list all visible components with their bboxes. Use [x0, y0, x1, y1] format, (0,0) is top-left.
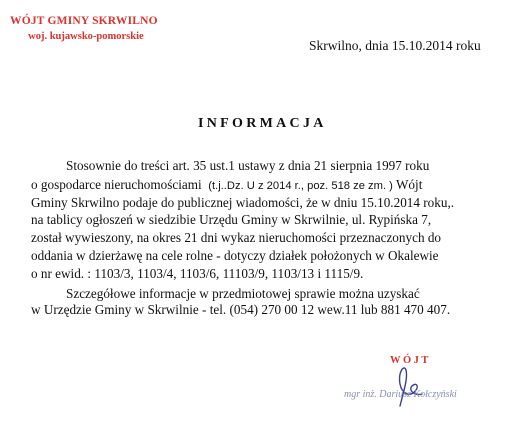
text-line: Gminy Skrwilno podaje do publicznej wiadomości, że w dniu 15.10.2014 roku,. — [31, 195, 455, 210]
office-stamp — [10, 14, 158, 44]
text-segment: Wójt — [395, 177, 423, 192]
signature-stamp-title: WÓJT — [390, 355, 431, 366]
place-and-date: Skrwilno, dnia 15.10.2014 roku — [309, 38, 481, 53]
signatory-name: mgr inż. Dariusz Kołczyński — [344, 389, 457, 400]
text-line: Szczegółowe informacje w przedmiotowej sprawie można uzyskać — [66, 286, 420, 301]
document-title: INFORMACJA — [198, 116, 327, 131]
text-segment: o gospodarce nieruchomościami — [31, 177, 202, 192]
text-line: na tablicy ogłoszeń w siedzibie Urzędu Gminy w Skrwilnie, ul. Rypińska 7, — [31, 212, 432, 227]
legal-citation: (t.j..Dz. U z 2014 r., poz. 518 ze zm. ) — [208, 180, 393, 192]
text-line: Stosownie do treści art. 35 ust.1 ustawy z dnia 21 sierpnia 1997 roku — [66, 158, 430, 173]
text-line: w Urzędzie Gminy w Skrwilnie - tel. (054) 270 00 12 wew.11 lub 881 470 407. — [31, 302, 451, 317]
handwritten-signature — [386, 360, 426, 410]
text-line: został wywieszony, na okres 21 dni wykaz nieruchomości przeznaczonych do — [31, 230, 442, 245]
text-line — [31, 177, 422, 194]
text-line: oddania w dzierżawę na cele rolne - dotyczy działek położonych w Okalewie — [31, 248, 439, 263]
text-line: o nr ewid. : 1103/3, 1103/4, 1103/6, 11103/9, 1103/13 i 1115/9. — [31, 266, 364, 281]
stamp-line-office: WÓJT GMINY SKRWILNO — [10, 15, 158, 27]
stamp-line-region: woj. kujawsko-pomorskie — [28, 31, 144, 42]
